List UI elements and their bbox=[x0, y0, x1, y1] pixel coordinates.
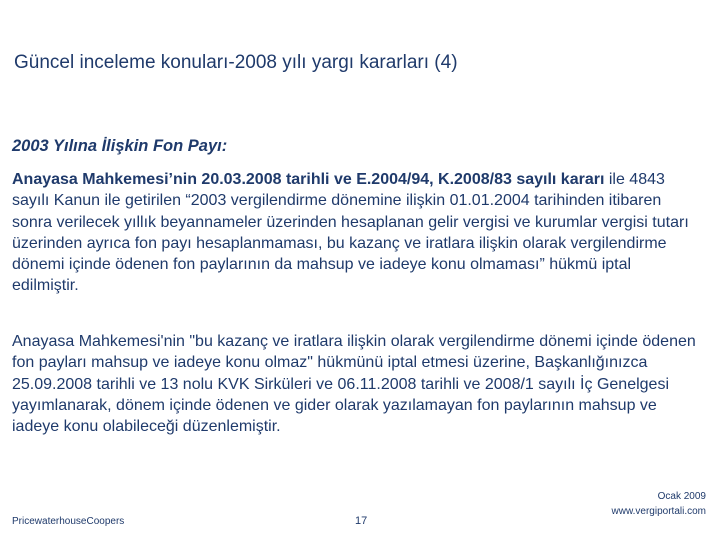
paragraph-circular: Anayasa Mahkemesi'nin "bu kazanç ve iratlara ilişkin olarak vergilendirme dönemi içinde ödenen fon payları mahsup ve iadeye konu olmaz" hükmünü iptal etmesi üzerine, Başkanlığınızca 25.09.2008 tarihli ve 13 nolu KVK Sirküleri ve 06.11.2008 tarihli ve 2008/1 sayılı İç Genelgesi yayımlanarak, dönem içinde ödenen ve gider olarak yazılamayan fon paylarının mahsup ve iadeye konu olabileceği düzenlemiştir. bbox=[12, 333, 696, 436]
page-number: 17 bbox=[355, 515, 368, 527]
slide-title: Güncel inceleme konuları-2008 yılı yargı kararları (4) bbox=[14, 52, 458, 73]
footer-website: www.vergiportali.com bbox=[611, 506, 706, 517]
footer-date-website bbox=[612, 489, 706, 519]
paragraph-bold-lead: Anayasa Mahkemesi’nin 20.03.2008 tarihli ve E.2004/94, K.2008/83 sayılı kararı bbox=[12, 171, 605, 188]
paragraph-court-ruling bbox=[12, 169, 702, 297]
footer-company-name: PricewaterhouseCoopers bbox=[12, 516, 125, 527]
section-heading: 2003 Yılına İlişkin Fon Payı: bbox=[12, 137, 228, 155]
footer-date: Ocak 2009 bbox=[657, 491, 706, 502]
paragraph-body: ile 4843 sayılı Kanun ile getirilen “2003 vergilendirme dönemine ilişkin 01.01.2004 tarihinden itibaren sonra verilecek yıllık beyannameler üzerinden hesaplanan gelir vergisi ve kurumlar vergisi tutarı üzerinden ayrıca fon payı hesaplanmaması, bu kazanç ve iratlara ilişkin olarak vergilendirme dönemi içinde ödenen fon paylarının da mahsup ve iadeye konu olmaması” hükmü iptal edilmiştir. bbox=[12, 171, 689, 295]
